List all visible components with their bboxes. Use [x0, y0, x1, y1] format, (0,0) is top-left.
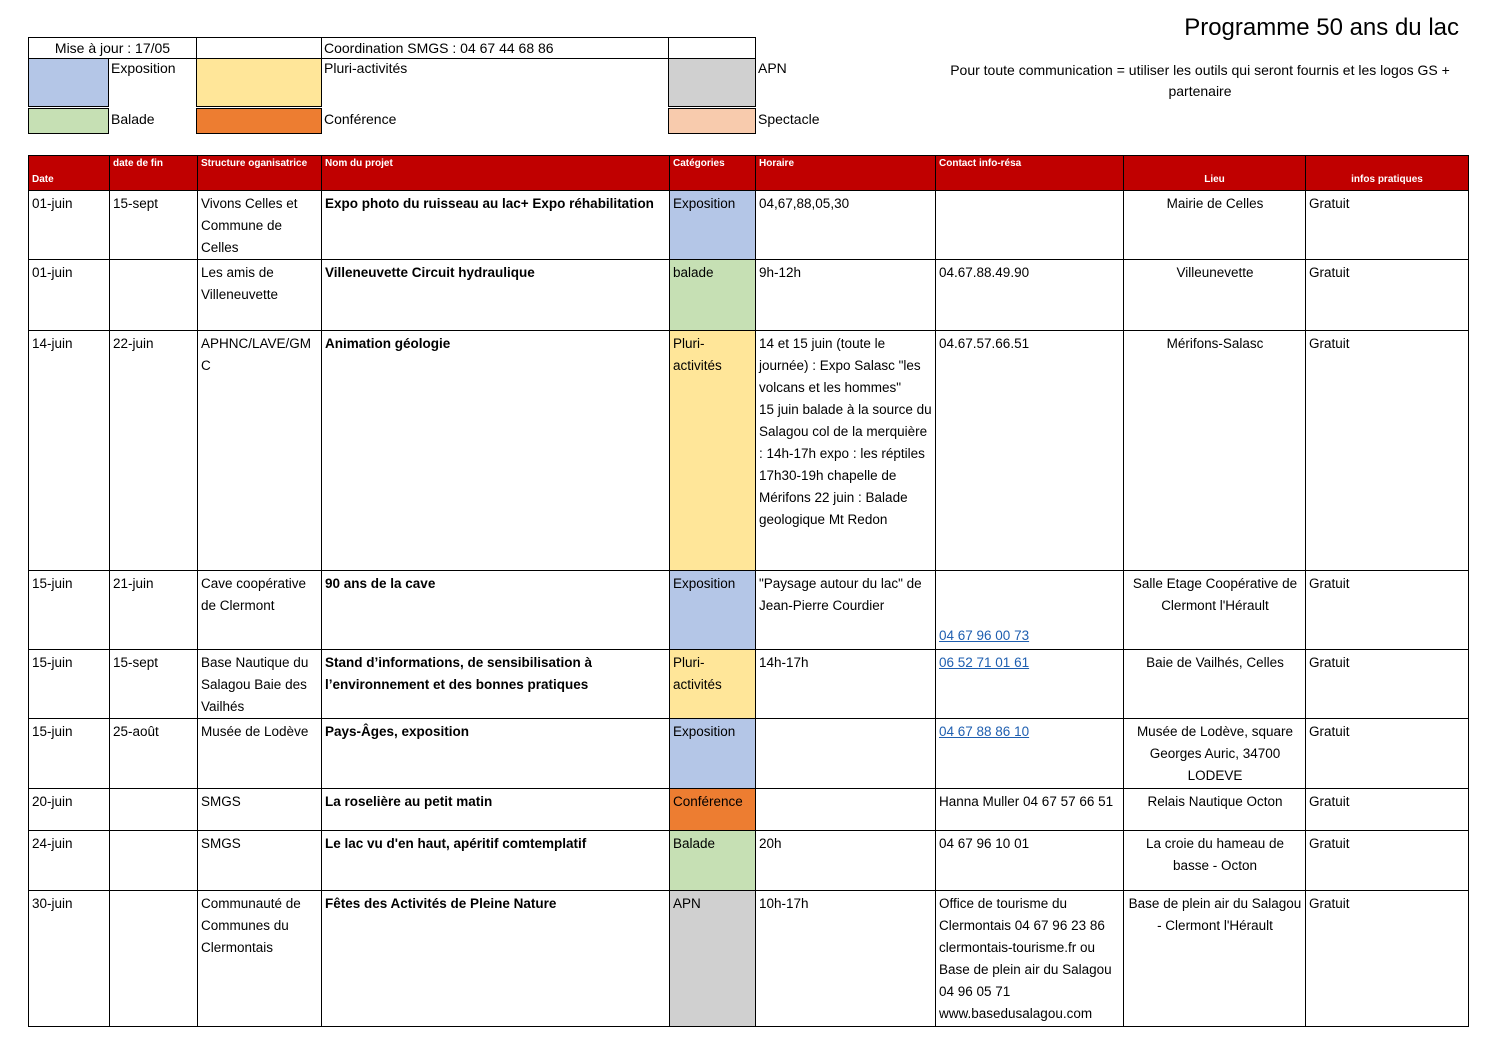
- col-project: Nom du projet: [322, 156, 670, 191]
- info-cell: Gratuit: [1306, 331, 1469, 571]
- date-cell: 20-juin: [29, 789, 110, 831]
- legend-apn: APN: [758, 60, 787, 76]
- end-date-cell: [110, 891, 198, 1027]
- spectacle-swatch: [668, 108, 756, 134]
- hours-cell: [756, 719, 936, 789]
- project-cell: Stand d’informations, de sensibilisation à l’environnement et des bonnes pratiques: [322, 650, 670, 719]
- legend-pluri: Pluri-activités: [324, 60, 408, 76]
- end-date-cell: [110, 260, 198, 331]
- category-cell: Exposition: [670, 191, 756, 260]
- contact-cell: Hanna Muller 04 67 57 66 51: [936, 789, 1124, 831]
- legend-exposition: Exposition: [111, 60, 176, 76]
- communication-note: Pour toute communication = utiliser les outils qui seront fournis et les logos GS + partenaire: [950, 62, 1450, 99]
- date-cell: 15-juin: [29, 650, 110, 719]
- category-cell: Pluri-activités: [670, 650, 756, 719]
- contact-cell: 04.67.88.49.90: [936, 260, 1124, 331]
- project-cell: Animation géologie: [322, 331, 670, 571]
- contact-cell: Office de tourisme du Clermontais 04 67 96 23 86 clermontais-tourisme.fr ou Base de plein air du Salagou 04 96 05 71 www.basedusalagou.com: [936, 891, 1124, 1027]
- table-row: [29, 191, 1469, 260]
- project-cell: Expo photo du ruisseau au lac+ Expo réhabilitation: [322, 191, 670, 260]
- info-cell: Gratuit: [1306, 571, 1469, 650]
- exposition-swatch: [28, 58, 109, 107]
- info-cell: Gratuit: [1306, 789, 1469, 831]
- place-cell: Salle Etage Coopérative de Clermont l'Hérault: [1124, 571, 1306, 650]
- category-cell: Conférence: [670, 789, 756, 831]
- place-cell: Relais Nautique Octon: [1124, 789, 1306, 831]
- end-date-cell: 15-sept: [110, 650, 198, 719]
- category-cell: Exposition: [670, 719, 756, 789]
- contact-cell: 04.67.57.66.51: [936, 331, 1124, 571]
- hours-cell: [756, 789, 936, 831]
- date-cell: 15-juin: [29, 719, 110, 789]
- table-row: [29, 891, 1469, 1027]
- info-cell: Gratuit: [1306, 191, 1469, 260]
- organizer-cell: APHNC/LAVE/GMC: [198, 331, 322, 571]
- legend-conference: Conférence: [324, 111, 397, 127]
- date-cell: 01-juin: [29, 260, 110, 331]
- table-row: [29, 789, 1469, 831]
- info-cell: Gratuit: [1306, 719, 1469, 789]
- date-cell: 15-juin: [29, 571, 110, 650]
- organizer-cell: SMGS: [198, 789, 322, 831]
- hours-cell: 10h-17h: [756, 891, 936, 1027]
- organizer-cell: Vivons Celles et Commune de Celles: [198, 191, 322, 260]
- table-row: [29, 831, 1469, 891]
- phone-link[interactable]: 04 67 96 00 73: [939, 628, 1030, 643]
- contact-cell: [936, 650, 1124, 719]
- contact-cell: [936, 191, 1124, 260]
- legend-spectacle: Spectacle: [758, 111, 820, 127]
- contact-cell: [936, 719, 1124, 789]
- col-contact: Contact info-résa: [936, 156, 1124, 191]
- table-row: [29, 331, 1469, 571]
- place-cell: Mérifons-Salasc: [1124, 331, 1306, 571]
- update-date: Mise à jour : 17/05: [28, 37, 197, 59]
- organizer-cell: SMGS: [198, 831, 322, 891]
- hours-cell: 04,67,88,05,30: [756, 191, 936, 260]
- date-cell: 24-juin: [29, 831, 110, 891]
- category-cell: APN: [670, 891, 756, 1027]
- place-cell: Musée de Lodève, square Georges Auric, 34700 LODEVE: [1124, 719, 1306, 789]
- category-cell: Pluri-activités: [670, 331, 756, 571]
- place-cell: Base de plein air du Salagou - Clermont l'Hérault: [1124, 891, 1306, 1027]
- empty-cell: [196, 37, 322, 59]
- end-date-cell: 21-juin: [110, 571, 198, 650]
- balade-swatch: [28, 108, 109, 134]
- project-cell: La roselière au petit matin: [322, 789, 670, 831]
- info-cell: Gratuit: [1306, 650, 1469, 719]
- project-cell: 90 ans de la cave: [322, 571, 670, 650]
- col-info: infos pratiques: [1306, 156, 1469, 191]
- end-date-cell: [110, 789, 198, 831]
- info-cell: Gratuit: [1306, 831, 1469, 891]
- category-cell: Exposition: [670, 571, 756, 650]
- project-cell: Le lac vu d'en haut, apéritif comtemplatif: [322, 831, 670, 891]
- pluri-swatch: [196, 58, 322, 107]
- date-cell: 30-juin: [29, 891, 110, 1027]
- phone-link[interactable]: 04 67 88 86 10: [939, 724, 1030, 739]
- legend-balade: Balade: [111, 111, 155, 127]
- organizer-cell: Communauté de Communes du Clermontais: [198, 891, 322, 1027]
- info-cell: Gratuit: [1306, 891, 1469, 1027]
- contact-cell: [936, 571, 1124, 650]
- apn-swatch: [668, 58, 756, 107]
- organizer-cell: Base Nautique du Salagou Baie des Vailhés: [198, 650, 322, 719]
- table-row: [29, 260, 1469, 331]
- place-cell: Mairie de Celles: [1124, 191, 1306, 260]
- end-date-cell: 15-sept: [110, 191, 198, 260]
- hours-cell: "Paysage autour du lac" de Jean-Pierre Courdier: [756, 571, 936, 650]
- end-date-cell: 22-juin: [110, 331, 198, 571]
- empty-cell: [668, 37, 756, 59]
- place-cell: La croie du hameau de basse - Octon: [1124, 831, 1306, 891]
- table-row: [29, 719, 1469, 789]
- coordination-contact: Coordination SMGS : 04 67 44 68 86: [321, 37, 669, 59]
- col-organizer: Structure oganisatrice: [198, 156, 322, 191]
- organizer-cell: Musée de Lodève: [198, 719, 322, 789]
- header-row: [29, 156, 1469, 191]
- end-date-cell: 25-août: [110, 719, 198, 789]
- col-date: Date: [29, 156, 110, 191]
- project-cell: Fêtes des Activités de Pleine Nature: [322, 891, 670, 1027]
- hours-cell: 14 et 15 juin (toute le journée) : Expo Salasc "les volcans et les hommes" 15 juin balade à la source du Salagou col de la merquière : 14h-17h expo : les réptiles 17h30-19h chapelle de Mérifons 22 juin : Balade geologique Mt Redon: [756, 331, 936, 571]
- end-date-cell: [110, 831, 198, 891]
- contact-cell: 04 67 96 10 01: [936, 831, 1124, 891]
- organizer-cell: Cave coopérative de Clermont: [198, 571, 322, 650]
- page-title: Programme 50 ans du lac: [1184, 14, 1459, 41]
- programme-table: [28, 155, 1469, 1027]
- info-cell: Gratuit: [1306, 260, 1469, 331]
- col-category: Catégories: [670, 156, 756, 191]
- project-cell: Villeneuvette Circuit hydraulique: [322, 260, 670, 331]
- conference-swatch: [196, 108, 322, 134]
- col-end-date: date de fin: [110, 156, 198, 191]
- hours-cell: 9h-12h: [756, 260, 936, 331]
- phone-link[interactable]: 06 52 71 01 61: [939, 655, 1030, 670]
- category-cell: Balade: [670, 831, 756, 891]
- col-place: Lieu: [1124, 156, 1306, 191]
- col-hours: Horaire: [756, 156, 936, 191]
- place-cell: Villeunevette: [1124, 260, 1306, 331]
- organizer-cell: Les amis de Villeneuvette: [198, 260, 322, 331]
- place-cell: Baie de Vailhés, Celles: [1124, 650, 1306, 719]
- date-cell: 14-juin: [29, 331, 110, 571]
- hours-cell: 20h: [756, 831, 936, 891]
- project-cell: Pays-Âges, exposition: [322, 719, 670, 789]
- category-cell: balade: [670, 260, 756, 331]
- hours-cell: 14h-17h: [756, 650, 936, 719]
- date-cell: 01-juin: [29, 191, 110, 260]
- table-row: [29, 650, 1469, 719]
- table-row: [29, 571, 1469, 650]
